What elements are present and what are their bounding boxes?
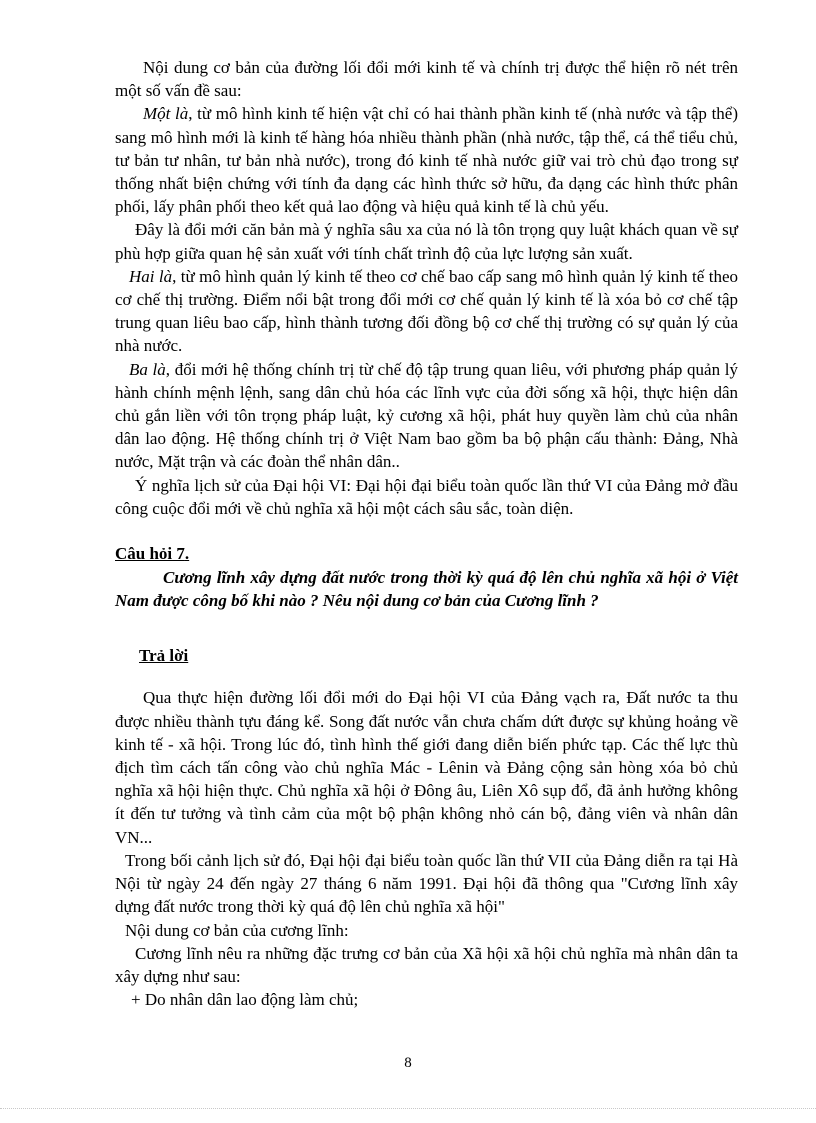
answer-paragraph-features: Cương lĩnh nêu ra những đặc trưng cơ bản của Xã hội xã hội chủ nghĩa mà nhân dân ta xây dựng như sau: (115, 943, 738, 986)
answer-heading: Trả lời (139, 646, 189, 666)
paragraph-significance: Đây là đổi mới căn bản mà ý nghĩa sâu xa của nó là tôn trọng quy luật khách quan về sự phù hợp giữa quan hệ sản xuất với tính chất trình độ của lực lượng sản xuất. (115, 220, 738, 263)
point-two-text: , từ mô hình quản lý kinh tế theo cơ chế bao cấp sang mô hình quản lý kinh tế theo cơ chế thị trường. Điểm nổi bật trong đổi mới cơ chế quản lý kinh tế là xóa bỏ cơ chế tập trung quan liêu bao cấp, hình thành tương đối đồng bộ cơ chế thị trường có sự quản lý của nhà nước. (115, 266, 738, 356)
paragraph-point-two (115, 265, 738, 358)
point-three-lead: Ba là (129, 359, 166, 379)
answer-paragraph-content-heading: Nội dung cơ bản của cương lĩnh: (125, 920, 349, 940)
paragraph-point-one (115, 102, 738, 218)
document-page (115, 56, 738, 1011)
question-heading (115, 544, 738, 564)
paragraph-historical-meaning: Ý nghĩa lịch sử của Đại hội VI: Đại hội đại biểu toàn quốc lần thứ VI của Đảng mở đầu công cuộc đổi mới về chủ nghĩa xã hội một cách sâu sắc, toàn diện. (115, 475, 738, 518)
point-two-lead: Hai là (129, 266, 173, 286)
question-label: Câu hỏi 7 (115, 544, 185, 564)
answer-paragraph-congress: Trong bối cảnh lịch sử đó, Đại hội đại biểu toàn quốc lần thứ VII của Đảng diễn ra tại Hà Nội từ ngày 24 đến ngày 27 tháng 6 năm 1991. Đại hội đã thông qua "Cương lĩnh xây dựng đất nước trong thời kỳ quá độ lên chủ nghĩa xã hội" (115, 850, 738, 917)
answer-paragraph-context: Qua thực hiện đường lối đổi mới do Đại hội VI của Đảng vạch ra, Đất nước ta thu được nhiều thành tựu đáng kể. Song đất nước vẫn chưa chấm dứt được sự khủng hoảng về kinh tế - xã hội. Trong lúc đó, tình hình thế giới đang diễn biến phức tạp. Các thế lực thù địch tìm cách tấn công vào chủ nghĩa Mác - Lênin và Đảng cộng sản hòng xóa bỏ chủ nghĩa xã hội hiện thực. Chủ nghĩa xã hội ở Đông âu, Liên Xô sụp đổ, đã ảnh hưởng không ít đến tư tưởng và tình cảm của một bộ phận không nhỏ cán bộ, đảng viên và nhân dân VN... (115, 688, 738, 847)
point-three-text: , đổi mới hệ thống chính trị từ chế độ tập trung quan liêu, với phương pháp quản lý hành chính mệnh lệnh, sang dân chủ hóa các lĩnh vực của đời sống xã hội, thực hiện dân chủ gắn liền với tôn trọng pháp luật, kỷ cương xã hội, phát huy quyền làm chủ của nhân dân lao động. Hệ thống chính trị ở Việt Nam bao gồm ba bộ phận cấu thành: Đảng, Nhà nước, Mặt trận và các đoàn thể nhân dân.. (115, 359, 738, 472)
list-item: + Do nhân dân lao động làm chủ; (131, 990, 359, 1010)
page-number: 8 (404, 1055, 412, 1071)
paragraph-point-three (115, 358, 738, 474)
page-bottom-divider (0, 1108, 816, 1109)
point-one-lead: Một là (143, 104, 189, 124)
point-one-text: , từ mô hình kinh tế hiện vật chỉ có hai thành phần kinh tế (nhà nước và tập thể) sang mô hình mới là kinh tế hàng hóa nhiều thành phần (nhà nước, tập thể, cá thể tiểu chủ, tư bản tư nhân, tư bản nhà nước), trong đó kinh tế nhà nước giữ vai trò chủ đạo trong sự thống nhất biện chứng với tính đa dạng các hình thức sở hữu, đa dạng các hình thức phân phối, lấy phân phối theo kết quả lao động và hiệu quả kinh tế là chủ yếu. (115, 104, 738, 217)
question-text: Cương lĩnh xây dựng đất nước trong thời kỳ quá độ lên chủ nghĩa xã hội ở Việt Nam được công bố khi nào ? Nêu nội dung cơ bản của Cương lĩnh ? (115, 568, 738, 611)
question-label-suffix: . (184, 544, 190, 564)
paragraph-intro: Nội dung cơ bản của đường lối đổi mới kinh tế và chính trị được thể hiện rõ nét trên một số vấn đề sau: (115, 58, 738, 101)
